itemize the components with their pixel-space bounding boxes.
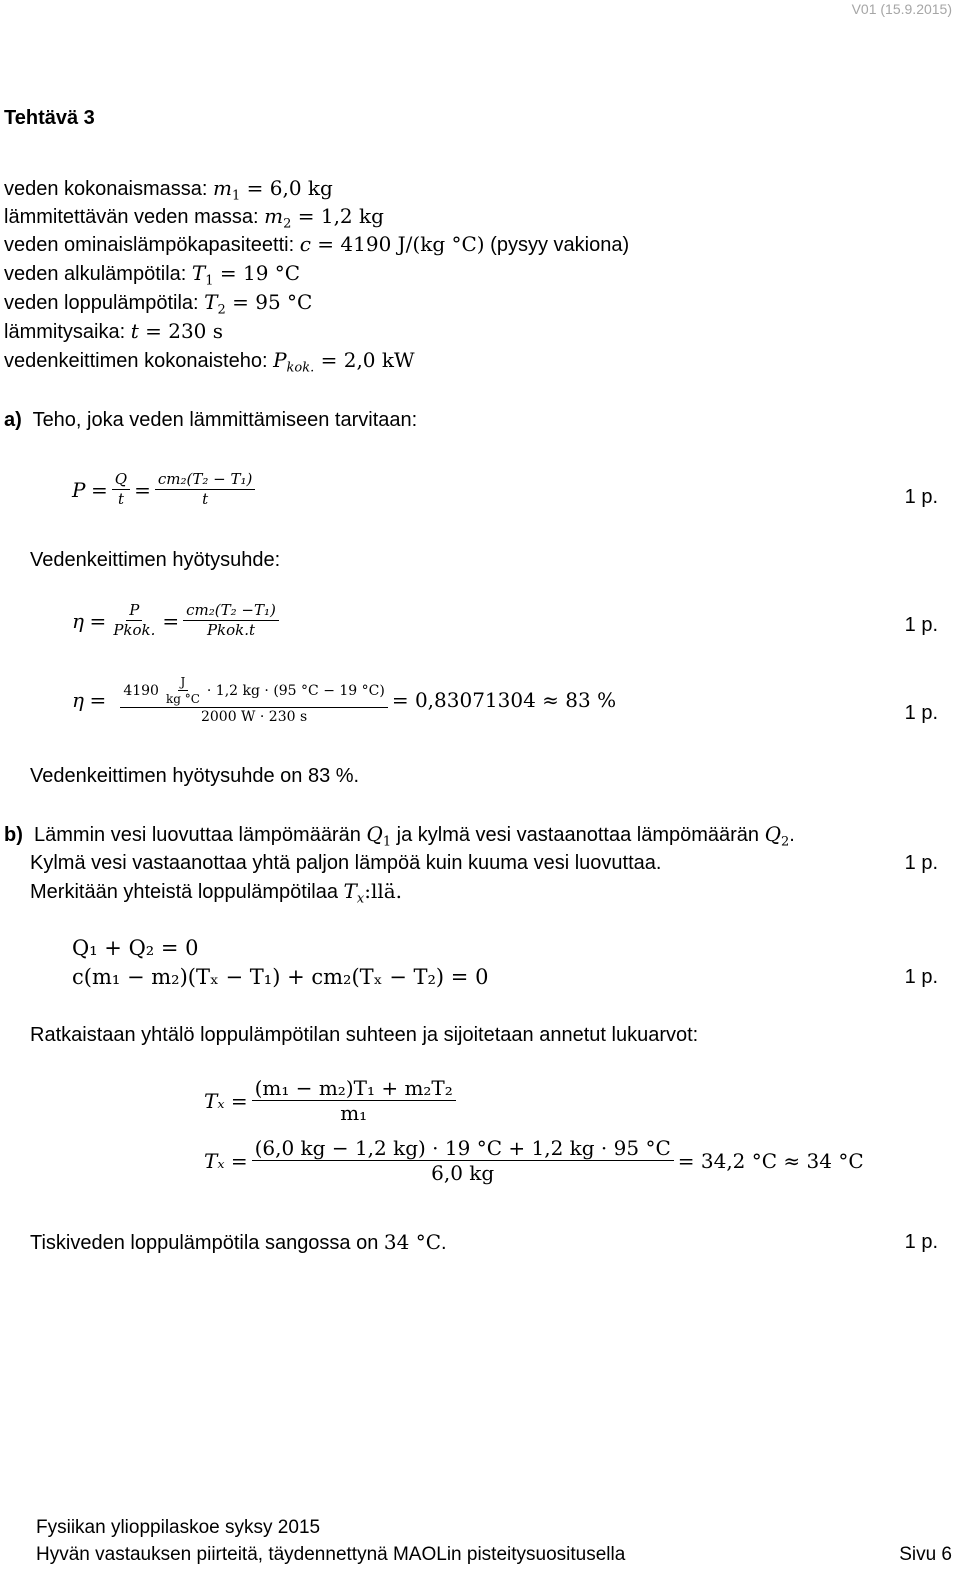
efficiency-conclusion: Vedenkeittimen hyötysuhde on 83 %. xyxy=(30,765,360,787)
given-final-temp: veden loppulämpötila: $T_2 = 95$ °C xyxy=(4,290,313,318)
given-heated-mass: lämmitettävän veden massa: $m_2 = 1,2$ kg xyxy=(4,204,384,232)
given-heating-time: lämmitysaika: t = 230 s xyxy=(4,319,224,343)
points-a1: 1 p. xyxy=(904,486,938,508)
given-total-power: vedenkeittimen kokonaisteho: $P_{kok.} = 2,0$ kW xyxy=(4,348,415,376)
footer-page-number: Sivu 6 xyxy=(899,1544,952,1565)
equation-power: P = $\frac{Q}{t}$ = $\frac{\text{cm₂(T₂ − T₁)}}{t}$ xyxy=(72,472,259,507)
equation-heat-sum: Q₁ + Q₂ = 0 xyxy=(72,936,199,960)
points-b3: 1 p. xyxy=(904,1231,938,1253)
footer-subtitle: Hyvän vastauksen piirteitä, täydennettynä MAOLin pisteitysuositusella xyxy=(36,1544,626,1565)
points-a2: 1 p. xyxy=(904,614,938,636)
solve-instruction: Ratkaistaan yhtälö loppulämpötilan suhteen ja sijoitetaan annetut lukuarvot: xyxy=(30,1024,699,1046)
part-b-line3: Merkitään yhteistä loppulämpötilaa $T_x:llä$. xyxy=(30,879,403,907)
part-b-line2: Kylmä vesi vastaanottaa yhtä paljon lämpöä kuin kuuma vesi luovuttaa. xyxy=(30,852,662,874)
points-b1: 1 p. xyxy=(904,852,938,874)
given-initial-temp: veden alkulämpötila: $T_1 = 19$ °C xyxy=(4,261,301,289)
points-a3: 1 p. xyxy=(904,702,938,724)
task-title: Tehtävä 3 xyxy=(4,107,95,129)
version-stamp: V01 (15.9.2015) xyxy=(851,1,952,17)
final-answer: Tiskiveden loppulämpötila sangossa on 34 °C. xyxy=(30,1230,447,1254)
equation-tx-symbolic: Tₓ = $\frac{\text{(m₁ − m₂)T₁ + m₂T₂}}{\text{m₁}}$ xyxy=(204,1078,460,1123)
given-specific-heat: veden ominaislämpökapasiteetti: c = 4190 J/(kg °C) (pysyy vakiona) xyxy=(4,232,630,256)
equation-efficiency: η = $\frac{P}{\text{Pkok.}}$ = $\frac{\text{cm₂(T₂ −T₁)}}{\text{Pkok.t}}$ xyxy=(72,603,283,638)
equation-tx-numeric: Tₓ = $\frac{(6,0 kg - 1,2 kg) \cdot 19 ^\circ C + 1,2 kg \cdot 95 ^\circ C}{6,0 kg}$ = 34,2 °C ≈ 34 °C xyxy=(204,1136,864,1185)
part-a-intro: a) Teho, joka veden lämmittämiseen tarvitaan: xyxy=(4,409,418,431)
given-total-mass: veden kokonaismassa: $m_1 = 6,0$ kg xyxy=(4,176,333,204)
part-b-line1: b) Lämmin vesi luovuttaa lämpömäärän $Q_1$ ja kylmä vesi vastaanottaa lämpömäärän $Q_2$. xyxy=(4,822,795,850)
footer-exam-title: Fysiikan ylioppilaskoe syksy 2015 xyxy=(36,1517,321,1538)
equation-efficiency-numeric: η = 4190 $\frac{J}{kg ^\circ C}$ · 1,2 kg · (95 °C − 19 °C) 2000 W · 230 s = 0,83071304 ≈ 83 % xyxy=(72,675,617,725)
equation-heat-balance: c(m₁ − m₂)(Tₓ − T₁) + cm₂(Tₓ − T₂) = 0 xyxy=(72,965,489,989)
efficiency-label: Vedenkeittimen hyötysuhde: xyxy=(30,549,281,571)
points-b2: 1 p. xyxy=(904,966,938,988)
